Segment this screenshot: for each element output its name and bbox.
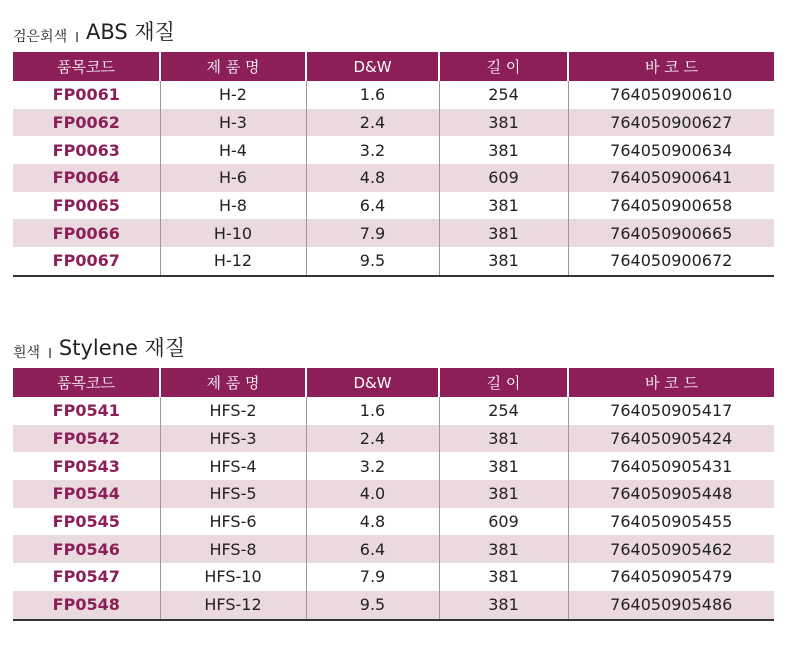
cell-length: 381 xyxy=(439,563,568,591)
header-dw: D&W xyxy=(306,368,439,397)
cell-dw: 7.9 xyxy=(306,219,439,247)
table-row xyxy=(13,192,774,220)
cell-product-code: FP0061 xyxy=(52,85,120,105)
cell-barcode: 764050905455 xyxy=(568,508,774,536)
cell-product-code: FP0062 xyxy=(13,109,160,137)
cell-product-name: HFS-10 xyxy=(160,563,306,591)
section-title-main: ABS 재질 xyxy=(85,20,175,44)
table-row xyxy=(13,535,774,563)
cell-dw: 3.2 xyxy=(306,136,439,164)
cell-barcode: 764050905431 xyxy=(568,452,774,480)
cell-product-code: FP0543 xyxy=(52,456,120,476)
cell-barcode: 764050905486 xyxy=(568,591,774,620)
section-title xyxy=(13,334,774,368)
cell-barcode: 764050905424 xyxy=(568,425,774,453)
header-product-name: 제 품 명 xyxy=(160,368,306,397)
cell-length: 381 xyxy=(439,109,568,137)
cell-dw: 1.6 xyxy=(306,81,439,109)
cell-barcode: 764050900634 xyxy=(568,136,774,164)
cell-dw: 6.4 xyxy=(306,192,439,220)
header-product-code: 품목코드 xyxy=(13,368,160,397)
cell-dw: 9.5 xyxy=(306,247,439,276)
table-row xyxy=(13,109,774,137)
cell-length: 254 xyxy=(439,81,568,109)
cell-barcode: 764050905448 xyxy=(568,480,774,508)
header-length: 길 이 xyxy=(439,368,568,397)
cell-product-code: FP0542 xyxy=(13,425,160,453)
section-abs xyxy=(13,18,774,277)
cell-barcode: 764050900641 xyxy=(568,164,774,192)
cell-dw: 4.8 xyxy=(306,508,439,536)
cell-product-name: H-4 xyxy=(160,136,306,164)
table-row xyxy=(13,397,774,425)
cell-barcode: 764050905479 xyxy=(568,563,774,591)
cell-dw: 6.4 xyxy=(306,535,439,563)
cell-dw: 4.8 xyxy=(306,164,439,192)
cell-barcode: 764050905462 xyxy=(568,535,774,563)
header-barcode: 바 코 드 xyxy=(568,52,774,81)
cell-product-name: H-2 xyxy=(160,81,306,109)
cell-product-name: HFS-3 xyxy=(160,425,306,453)
cell-product-code: FP0545 xyxy=(52,512,120,532)
cell-length: 381 xyxy=(439,247,568,276)
cell-dw: 3.2 xyxy=(306,452,439,480)
cell-length: 254 xyxy=(439,397,568,425)
table-row xyxy=(13,508,774,536)
section-stylene xyxy=(13,334,774,621)
cell-product-code: FP0066 xyxy=(13,219,160,247)
table-row xyxy=(13,81,774,109)
section-title xyxy=(13,18,774,52)
cell-product-code: FP0547 xyxy=(52,567,120,587)
table-row xyxy=(13,219,774,247)
cell-dw: 9.5 xyxy=(306,591,439,620)
section-title-prefix: 검은회색 xyxy=(13,29,68,45)
cell-dw: 4.0 xyxy=(306,480,439,508)
cell-product-code: FP0548 xyxy=(13,591,160,620)
section-title-main: Stylene 재질 xyxy=(58,336,186,360)
table-row xyxy=(13,164,774,192)
cell-product-name: HFS-4 xyxy=(160,452,306,480)
table-header-row xyxy=(13,52,774,81)
cell-product-name: H-10 xyxy=(160,219,306,247)
cell-product-name: H-3 xyxy=(160,109,306,137)
cell-barcode: 764050900658 xyxy=(568,192,774,220)
cell-length: 381 xyxy=(439,452,568,480)
header-barcode: 바 코 드 xyxy=(568,368,774,397)
cell-product-name: H-8 xyxy=(160,192,306,220)
cell-barcode: 764050900627 xyxy=(568,109,774,137)
cell-product-name: HFS-6 xyxy=(160,508,306,536)
title-separator: I xyxy=(75,31,79,46)
table-row xyxy=(13,425,774,453)
cell-length: 609 xyxy=(439,508,568,536)
cell-length: 609 xyxy=(439,164,568,192)
cell-length: 381 xyxy=(439,136,568,164)
header-dw: D&W xyxy=(306,52,439,81)
cell-product-name: HFS-12 xyxy=(160,591,306,620)
cell-product-code: FP0065 xyxy=(52,196,120,216)
cell-product-code: FP0067 xyxy=(13,247,160,276)
cell-product-code: FP0064 xyxy=(13,164,160,192)
cell-product-name: HFS-5 xyxy=(160,480,306,508)
cell-length: 381 xyxy=(439,535,568,563)
product-table-abs xyxy=(13,52,774,277)
cell-product-code: FP0544 xyxy=(13,480,160,508)
title-separator: I xyxy=(48,347,52,362)
cell-barcode: 764050905417 xyxy=(568,397,774,425)
cell-barcode: 764050900665 xyxy=(568,219,774,247)
table-row xyxy=(13,452,774,480)
cell-dw: 2.4 xyxy=(306,425,439,453)
header-product-name: 제 품 명 xyxy=(160,52,306,81)
cell-product-code: FP0541 xyxy=(52,401,120,421)
cell-length: 381 xyxy=(439,192,568,220)
cell-length: 381 xyxy=(439,425,568,453)
table-row xyxy=(13,563,774,591)
cell-length: 381 xyxy=(439,591,568,620)
cell-length: 381 xyxy=(439,480,568,508)
table-header-row xyxy=(13,368,774,397)
section-title-prefix: 흰색 xyxy=(13,345,41,361)
product-table-stylene xyxy=(13,368,774,621)
cell-length: 381 xyxy=(439,219,568,247)
table-row xyxy=(13,136,774,164)
cell-dw: 1.6 xyxy=(306,397,439,425)
cell-product-name: H-12 xyxy=(160,247,306,276)
cell-barcode: 764050900672 xyxy=(568,247,774,276)
cell-barcode: 764050900610 xyxy=(568,81,774,109)
table-row xyxy=(13,591,774,620)
cell-product-name: HFS-2 xyxy=(160,397,306,425)
cell-dw: 2.4 xyxy=(306,109,439,137)
cell-product-code: FP0063 xyxy=(52,140,120,160)
cell-product-name: HFS-8 xyxy=(160,535,306,563)
table-row xyxy=(13,480,774,508)
cell-product-name: H-6 xyxy=(160,164,306,192)
header-product-code: 품목코드 xyxy=(13,52,160,81)
cell-product-code: FP0546 xyxy=(13,535,160,563)
cell-dw: 7.9 xyxy=(306,563,439,591)
table-row xyxy=(13,247,774,276)
header-length: 길 이 xyxy=(439,52,568,81)
